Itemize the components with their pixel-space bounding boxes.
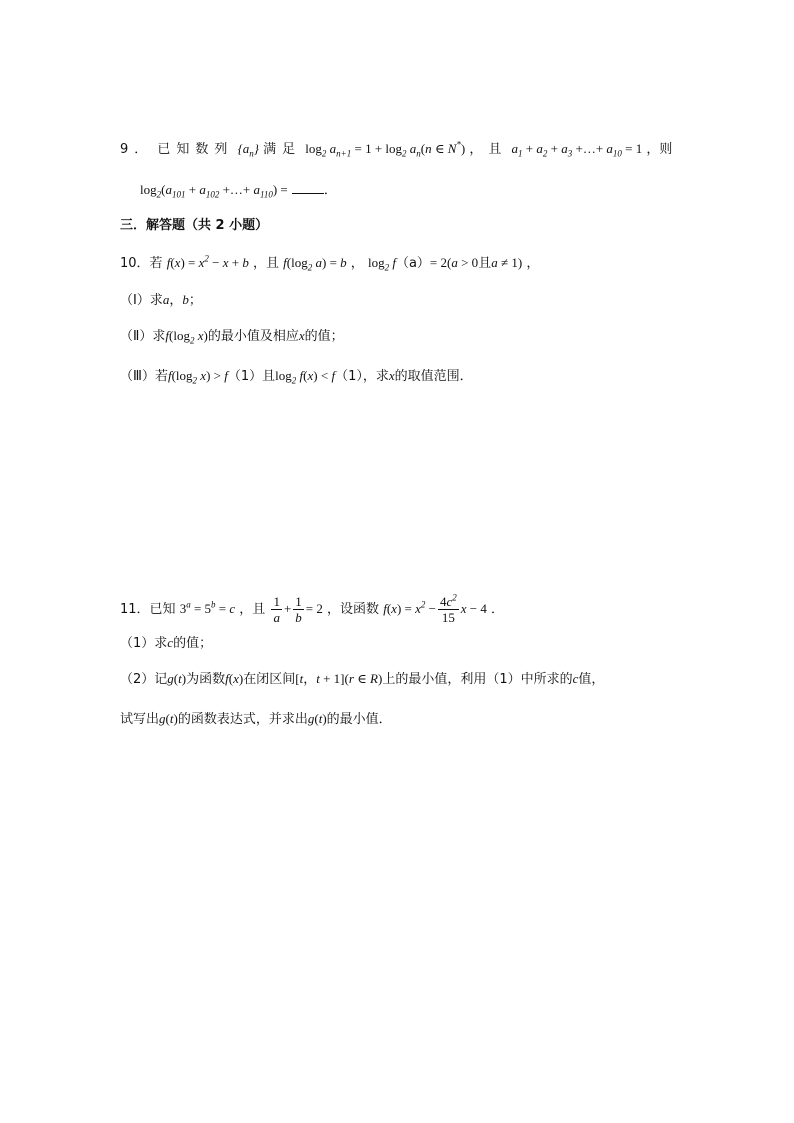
- condition-1: $f(\log_2$ a) = b: [283, 255, 347, 273]
- part-label: （Ⅰ）求: [120, 293, 163, 308]
- section-heading: 三．解答题（共 2 小题）: [120, 218, 269, 233]
- part-label: （2）记: [120, 672, 168, 687]
- fraction-one-over-a: $\frac{1}{a}$: [273, 594, 280, 625]
- question-9-line-2: [140, 180, 337, 201]
- question-11-text: ，且: [239, 602, 266, 617]
- question-11-label: 11．已知: [120, 602, 176, 617]
- part-label: （1）求: [120, 636, 168, 651]
- condition-2-constraint: a ≠ 1): [491, 255, 523, 270]
- part-text: （1）且: [227, 369, 276, 384]
- part-label: （Ⅲ）若: [120, 369, 168, 384]
- condition-2-value: = 2(a > 0: [429, 255, 479, 270]
- question-11-part-2-cont: 试写出g(t)的函数表达式，并求出g(t)的最小值．: [120, 711, 392, 727]
- question-10-line-1: 10．若 $f(x) = x^2 - x + b$ ，且 $f(\log_2$ a) = b ， $\log_2 f(a)= 2(a > 0$且a ≠ 1) ，: [120, 253, 540, 273]
- answer-blank[interactable]: [292, 181, 324, 194]
- question-10-text: ，且: [253, 256, 280, 271]
- part-text: 为函数: [186, 672, 226, 687]
- question-10-part-1: （Ⅰ）求a，b；: [120, 292, 202, 308]
- question-9-text: 满足: [263, 142, 302, 157]
- question-9-line-1: [120, 139, 672, 160]
- exponent-equation: $3^a = 5^b = c$: [179, 599, 236, 616]
- sequence-symbol: $\{a_n\}$: [237, 141, 259, 159]
- part-text: 的最小值及相应: [207, 329, 299, 344]
- question-11-text: ．: [491, 602, 505, 617]
- question-10-label: 10．若: [120, 256, 163, 271]
- condition-2: $\log_2 f$: [367, 255, 396, 273]
- sum-formula: $a_1 + a_2 + a_3$ +…+ $a_{10} = 1$: [511, 141, 643, 159]
- question-11-line-1: 11．已知 $3^a = 5^b = c$ ，且 $\frac{1}{a}$ + $\frac{1}{b}$ = 2 ，设函数 $f(x) = x^2$ − $\frac{4c^2}{15}$ x − 4 ．: [120, 592, 505, 625]
- fraction-4c2-over-15: $\frac{4c^2}{15}$: [439, 592, 457, 625]
- fraction-one-over-b: $\frac{1}{b}$: [295, 594, 302, 625]
- question-11-part-1: （1）求c的值；: [120, 635, 213, 651]
- function-definition: $f(x) = x^2$ −: [383, 599, 436, 616]
- question-10-text: （a）: [395, 256, 430, 271]
- function-definition: $f(x) = x^2 - x + b$: [166, 253, 249, 270]
- part-text: 的值；: [304, 329, 344, 344]
- part-text: 的函数表达式，并求出: [177, 712, 308, 727]
- part-text: 上的最小值，利用（1）中所求的: [382, 672, 573, 687]
- recurrence-formula: $\log_2 a_{n+1} = 1 + \log_2 a_n(n$ ∈ N*): [305, 139, 466, 159]
- question-9-text: 已知数列: [157, 142, 234, 157]
- question-9-text: ，且: [469, 142, 508, 157]
- part-text: 试写出: [120, 712, 160, 727]
- question-10-part-2: （Ⅱ）求$f(\log_2$ x)的最小值及相应x的值；: [120, 328, 344, 346]
- question-11-text: ，设函数: [327, 602, 380, 617]
- question-10-part-3: （Ⅲ）若$f(\log_2$ x) > f（1）且$\log_2 f(x) < f(1)$，求x的取值范围．: [120, 368, 473, 386]
- part-text: 值，: [578, 672, 605, 687]
- question-9-text: ，则: [646, 142, 673, 157]
- part-label: （Ⅱ）求: [120, 329, 166, 344]
- part-text: 在闭区间: [243, 672, 296, 687]
- part-text: 的值；: [173, 636, 213, 651]
- part-text: 的取值范围．: [394, 369, 473, 384]
- part-text: 的最小值．: [326, 712, 392, 727]
- question-10-text: ，: [526, 256, 540, 271]
- question-9-label: 9．: [120, 142, 154, 157]
- part-text: ；: [188, 293, 202, 308]
- target-expression: $\log_2(a_{101} + a_{102}$ +…+ $a_{110}$) =: [140, 182, 288, 200]
- question-9-period: ．: [323, 183, 337, 198]
- part-text: （1），求: [335, 369, 389, 384]
- question-11-part-2: （2）记g(t)为函数f(x)在闭区间[t，t + 1](r ∈ R)上的最小值，利用（1）中所求的c值，: [120, 671, 605, 687]
- question-10-text: ，: [350, 256, 364, 271]
